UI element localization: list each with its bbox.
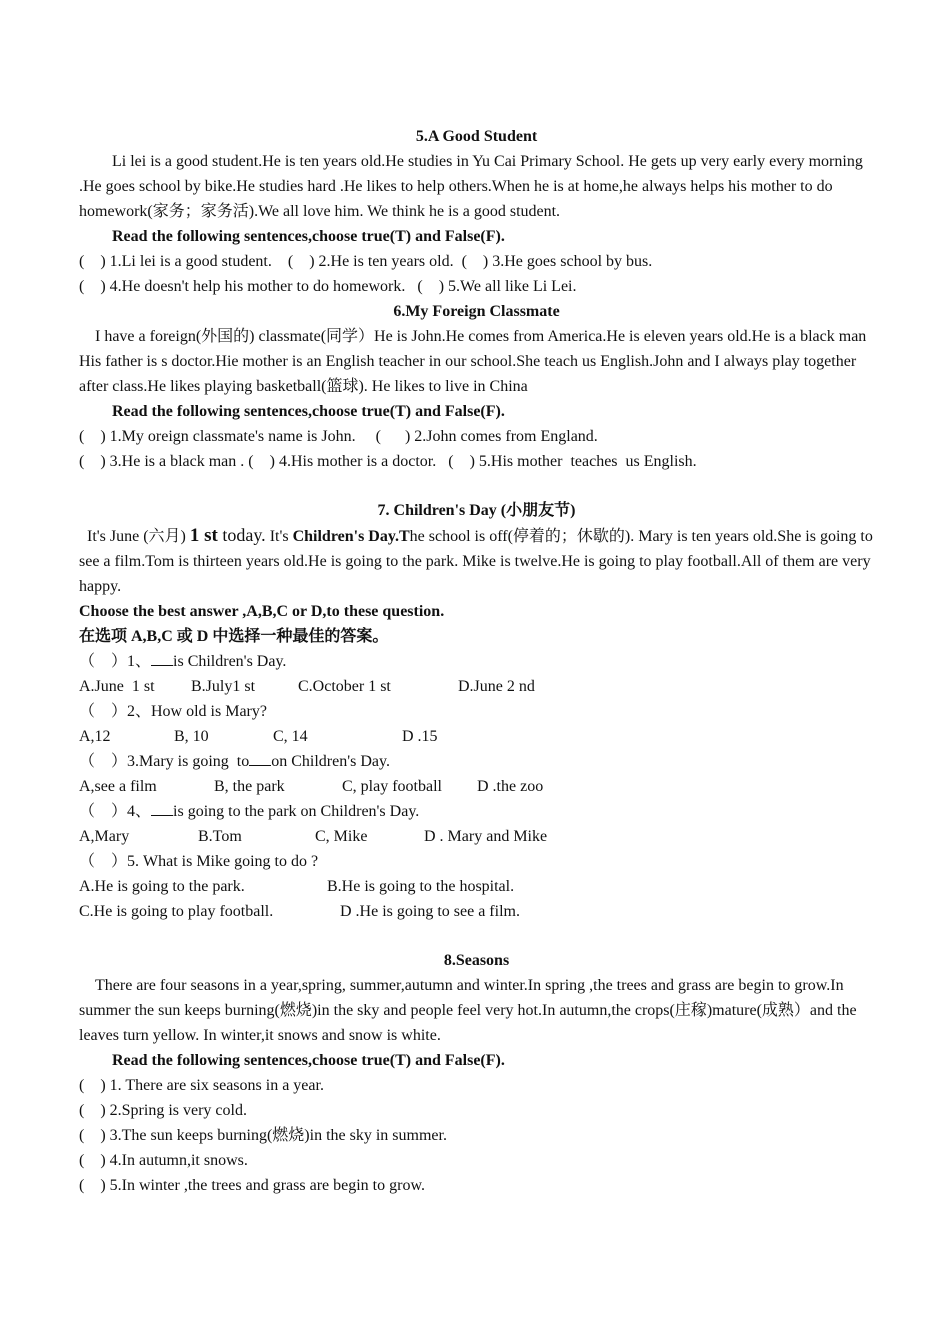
section-8-question-2: ( ) 2.Spring is very cold.	[79, 1102, 247, 1119]
option-c: C, 14	[273, 728, 308, 745]
section-8-passage: There are four seasons in a year,spring, summer,autumn and winter.In spring ,the trees and grass are begin to grow.In summer the sun keeps burning(燃烧)in the sky and people feel very hot.In autumn,the crops(庄稼)mature(成熟）and the leaves turn yellow. In winter,it snows and snow is white.	[79, 977, 857, 1044]
section-8-question-3: ( ) 3.The sun keeps burning(燃烧)in the sky in summer.	[79, 1127, 447, 1144]
question-text: is Children's Day.	[173, 653, 287, 670]
option-a: A,12	[79, 728, 111, 745]
section-6-instruction: Read the following sentences,choose true(T) and False(F).	[112, 403, 505, 420]
section-7-passage	[79, 523, 874, 599]
question-2-options	[79, 724, 874, 749]
section-6-questions-line-1: ( ) 1.My oreign classmate's name is John. ( ) 2.John comes from England.	[79, 428, 598, 445]
question-text: （ ）1、	[79, 653, 152, 670]
question-4	[79, 799, 874, 824]
option-c: C.October 1 st	[298, 678, 391, 695]
question-text: （ ）3.Mary is going to	[79, 753, 250, 770]
section-5-title: 5.A Good Student	[415, 128, 538, 145]
option-a: A.He is going to the park.	[79, 878, 245, 895]
question-3-options	[79, 774, 874, 799]
option-d: D .the zoo	[477, 778, 544, 795]
childrens-day-emphasis: Children's Day.T	[292, 528, 410, 545]
option-c: C, Mike	[315, 828, 368, 845]
option-c: C, play football	[342, 778, 442, 795]
option-b: B.July1 st	[191, 678, 256, 695]
section-8-question-1: ( ) 1. There are six seasons in a year.	[79, 1077, 324, 1094]
option-a: A,see a film	[79, 778, 157, 795]
question-1	[79, 649, 874, 674]
section-8-instruction: Read the following sentences,choose true(T) and False(F).	[112, 1052, 505, 1069]
question-text: is going to the park on Children's Day.	[173, 803, 420, 820]
option-c: C.He is going to play football.	[79, 903, 274, 920]
option-b: B, the park	[214, 778, 285, 795]
option-d: D.June 2 nd	[458, 678, 535, 695]
question-text: （ ）4、	[79, 803, 152, 820]
option-a: A.June 1 st	[79, 678, 155, 695]
section-7-instruction-en: Choose the best answer ,A,B,C or D,to these question.	[79, 603, 445, 620]
answer-blank	[151, 650, 173, 666]
question-5-options-row-2	[79, 899, 874, 924]
option-b: B.Tom	[198, 828, 242, 845]
option-d: D .15	[402, 728, 438, 745]
option-a: A,Mary	[79, 828, 130, 845]
section-5-questions-line-2: ( ) 4.He doesn't help his mother to do homework. ( ) 5.We all like Li Lei.	[79, 278, 577, 295]
question-5-options-row-1	[79, 874, 874, 899]
section-6-questions-line-2: ( ) 3.He is a black man . ( ) 4.His mother is a doctor. ( ) 5.His mother teaches us English.	[79, 453, 697, 470]
date-today: today.	[217, 525, 266, 545]
section-8-question-5: ( ) 5.In winter ,the trees and grass are begin to grow.	[79, 1177, 425, 1194]
document-content	[79, 124, 874, 1198]
question-3	[79, 749, 874, 774]
option-d: D . Mary and Mike	[424, 828, 548, 845]
answer-blank	[151, 800, 173, 816]
section-5-instruction: Read the following sentences,choose true(T) and False(F).	[112, 228, 505, 245]
section-5-questions-line-1: ( ) 1.Li lei is a good student. ( ) 2.He is ten years old. ( ) 3.He goes school by bus.	[79, 253, 653, 270]
passage-text: It's	[265, 528, 293, 545]
question-1-options	[79, 674, 874, 699]
section-6-title: 6.My Foreign Classmate	[393, 303, 560, 320]
passage-text: he school is off(停着的；休歇的). Mary is ten years old.She is going to see a film.Tom is thirteen years old.He is going to the park. Mike is twelve.He is going to play football.All of them are very happy.	[79, 528, 873, 595]
option-d: D .He is going to see a film.	[340, 903, 520, 920]
option-b: B.He is going to the hospital.	[327, 878, 515, 895]
section-5-passage: Li lei is a good student.He is ten years old.He studies in Yu Cai Primary School. He gets up very early every morning .He goes school by bike.He studies hard .He likes to help others.When he is at home,he always helps his mother to do homework(家务；家务活).We all love him. We think he is a good student.	[79, 153, 863, 220]
option-b: B, 10	[174, 728, 209, 745]
passage-text: It's June (六月)	[87, 528, 190, 545]
section-7-title: 7. Children's Day (小朋友节)	[377, 502, 576, 519]
answer-blank	[249, 750, 271, 766]
spacer	[79, 924, 874, 948]
section-8-question-4: ( ) 4.In autumn,it snows.	[79, 1152, 248, 1169]
date-emphasis: 1 st	[189, 525, 218, 546]
question-text: on Children's Day.	[271, 753, 390, 770]
section-6-passage: I have a foreign(外国的) classmate(同学）He is John.He comes from America.He is eleven years old.He is a black man His father is s doctor.Hie mother is an English teacher in our school.She teach us English.John and I always play together after class.He likes playing basketball(篮球). He likes to live in China	[79, 328, 867, 395]
section-7-instruction-cn: 在选项 A,B,C 或 D 中选择一种最佳的答案。	[79, 628, 389, 645]
question-4-options	[79, 824, 874, 849]
question-5: （ ）5. What is Mike going to do ?	[79, 853, 319, 870]
spacer	[79, 474, 874, 498]
question-2: （ ）2、How old is Mary?	[79, 703, 267, 720]
section-8-title: 8.Seasons	[443, 952, 510, 969]
